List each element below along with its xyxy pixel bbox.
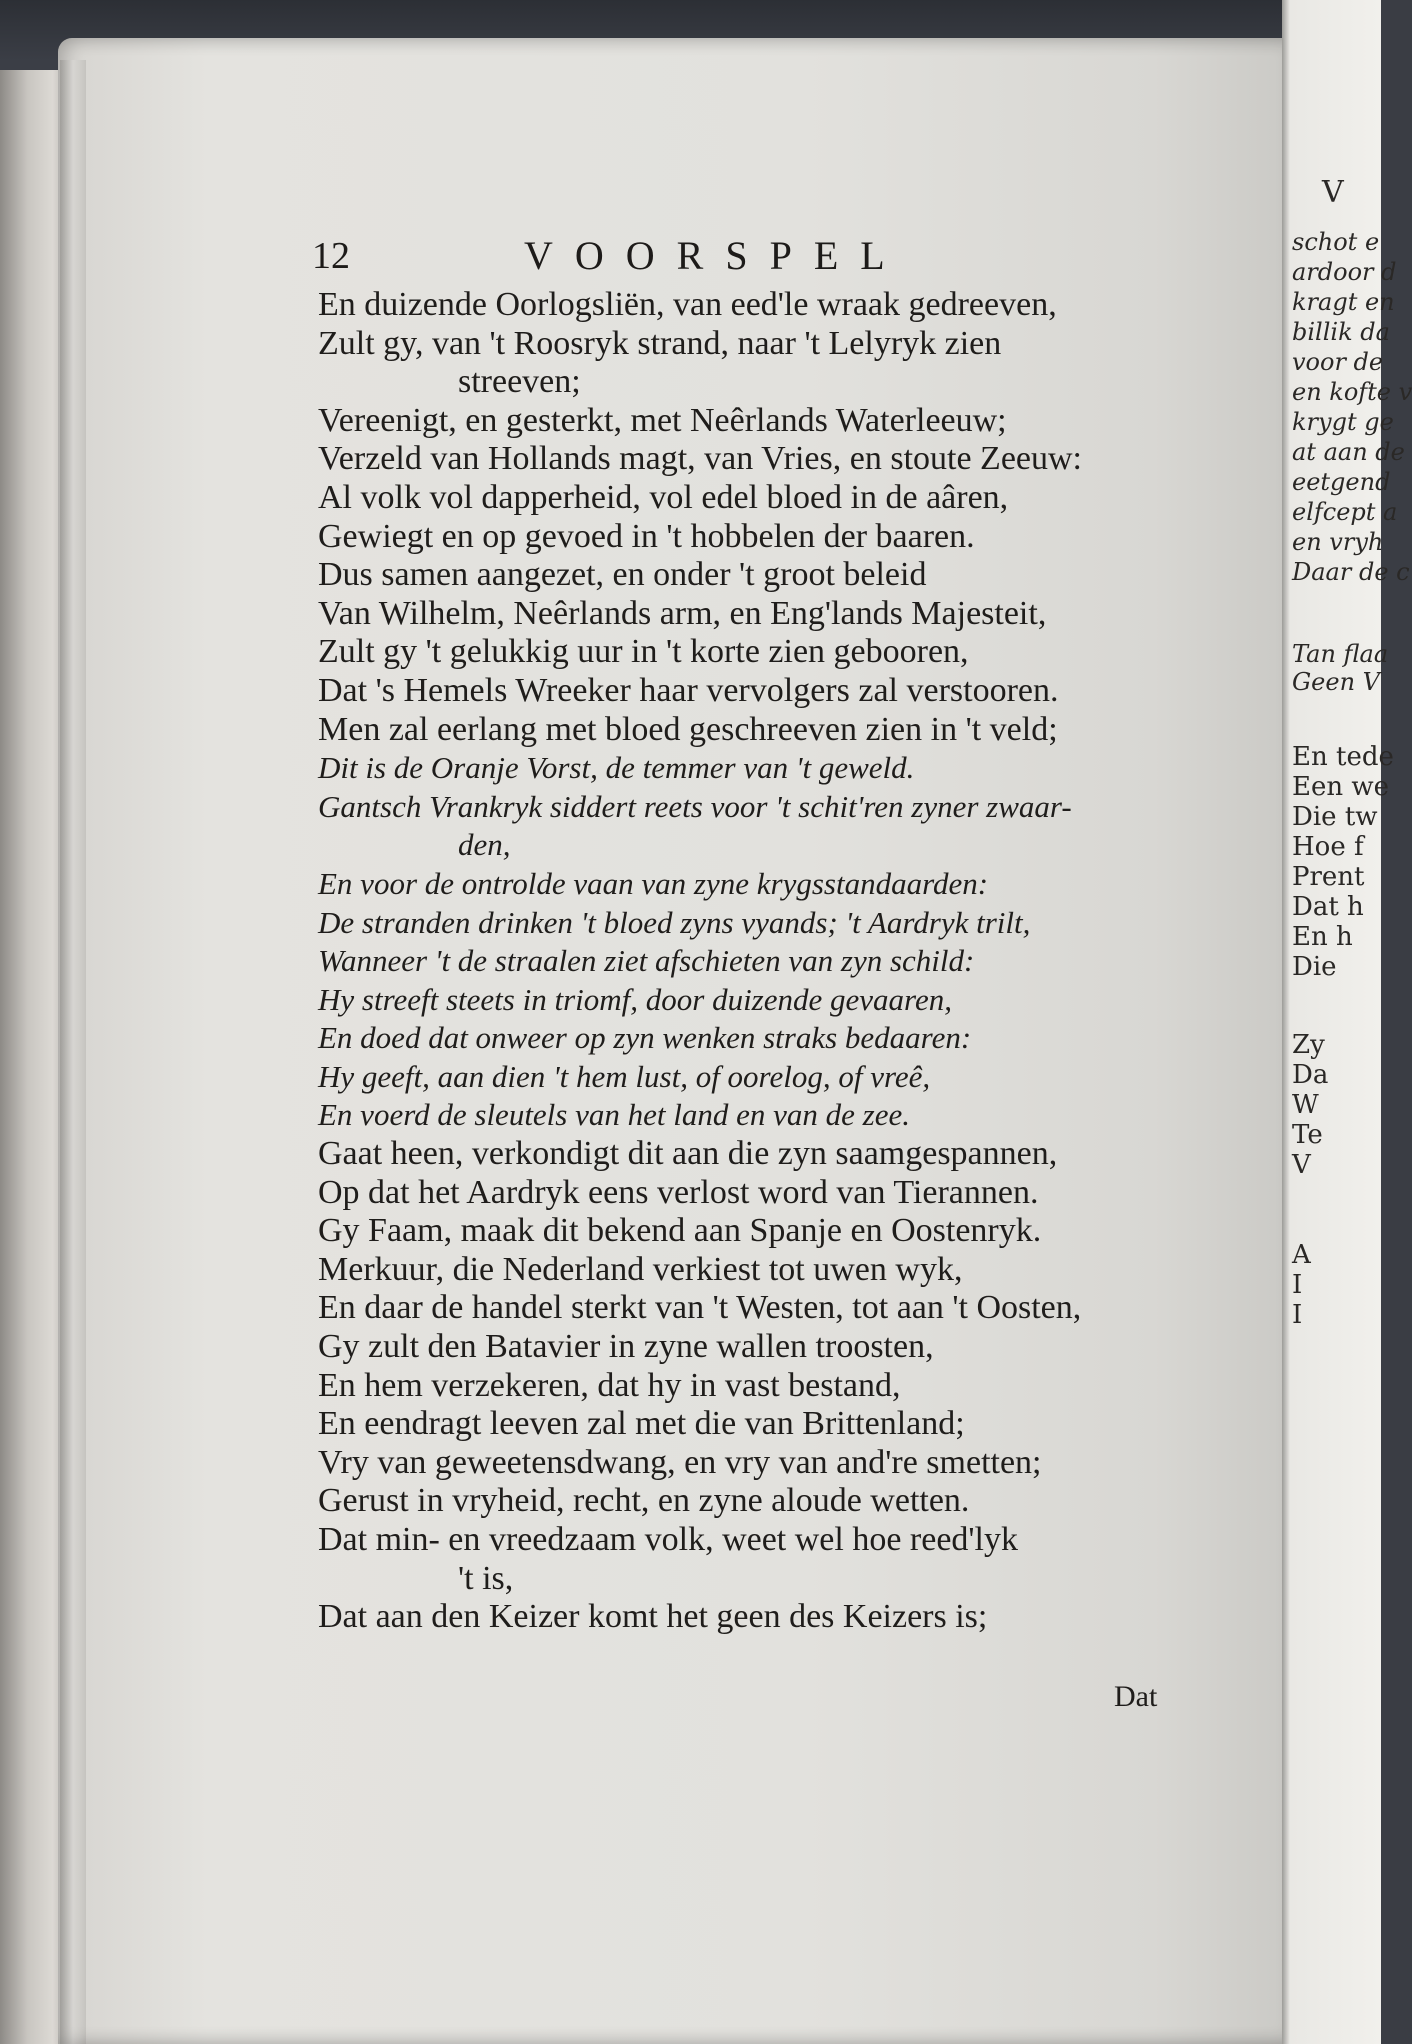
verse-line: Gewiegt en op gevoed in 't hobbelen der baaren.: [318, 517, 975, 555]
facing-page-line: Tan flaa: [1292, 640, 1389, 668]
facing-page-line: ardoor d: [1292, 258, 1397, 286]
verse-line: Hy geeft, aan dien 't hem lust, of oorelog, of vreê,: [318, 1058, 931, 1094]
facing-page-line: kragt en: [1292, 288, 1395, 316]
verse-line: Verzeld van Hollands magt, van Vries, en stoute Zeeuw:: [318, 440, 1083, 478]
verse-line: Zult gy, van 't Roosryk strand, naar 't Lelyryk zien: [318, 324, 1002, 362]
verse-line: Gaat heen, verkondigt dit aan die zyn saamgespannen,: [318, 1135, 1058, 1173]
verse-line: Al volk vol dapperheid, vol edel bloed in de aâren,: [318, 478, 1009, 516]
facing-page-line: en kofte v: [1292, 378, 1412, 406]
verse-line: Wanneer 't de straalen ziet afschieten van zyn schild:: [318, 943, 975, 979]
verse-line: Gantsch Vrankryk siddert reets voor 't schit'ren zyner zwaar-: [318, 788, 1072, 824]
verse-line: Gerust in vryheid, recht, en zyne aloude wetten.: [318, 1482, 970, 1520]
facing-page-line: V: [1322, 175, 1350, 210]
facing-page: [1282, 0, 1412, 2044]
facing-page-line: Geen V: [1292, 668, 1380, 696]
verse-line: En voor de ontrolde vaan van zyne krygsstandaarden:: [318, 865, 989, 901]
facing-page-line: Te: [1292, 1120, 1323, 1150]
verse-line: Hy streeft steets in triomf, door duizende gevaaren,: [318, 981, 952, 1017]
page-header: [312, 232, 1262, 288]
page-gutter-fold: [60, 60, 86, 2044]
verse-line: Dus samen aangezet, en onder 't groot beleid: [318, 556, 927, 594]
verse-line: En hem verzekeren, dat hy in vast bestand,: [318, 1366, 901, 1404]
facing-page-line: Da: [1292, 1060, 1329, 1090]
verse-line: Dit is de Oranje Vorst, de temmer van 't geweld.: [318, 750, 915, 786]
facing-page-line: at aan de: [1292, 438, 1405, 466]
facing-page-line: En tede: [1292, 742, 1394, 772]
facing-page-line: krygt ge: [1292, 408, 1394, 436]
verse-line: Dat 's Hemels Wreeker haar vervolgers zal verstooren.: [318, 671, 1059, 709]
facing-page-line: A: [1292, 1240, 1311, 1270]
facing-page-line: voor de: [1292, 348, 1384, 376]
facing-page-line: billik da: [1292, 318, 1390, 346]
facing-page-line: Een we: [1292, 772, 1390, 802]
facing-page-line: Die tw: [1292, 802, 1378, 832]
verse-line: En eendragt leeven zal met die van Brittenland;: [318, 1405, 965, 1443]
facing-page-line: Prent: [1292, 862, 1365, 892]
facing-page-line: En h: [1292, 922, 1353, 952]
verse-line: En doed dat onweer op zyn wenken straks bedaaren:: [318, 1020, 972, 1056]
facing-page-line: Hoe f: [1292, 832, 1364, 862]
facing-page-line: I: [1292, 1270, 1303, 1300]
verse-line: Vereenigt, en gesterkt, met Neêrlands Waterleeuw;: [318, 401, 1007, 439]
verse-line: streeven;: [458, 363, 581, 401]
verse-line: En duizende Oorlogsliën, van eed'le wraak gedreeven,: [318, 286, 1057, 323]
facing-page-line: I: [1292, 1300, 1303, 1330]
verse-line: Dat min- en vreedzaam volk, weet wel hoe reed'lyk: [318, 1521, 1019, 1558]
catchword: Dat: [1114, 1680, 1158, 1713]
verse-line: Vry van geweetensdwang, en vry van and're smetten;: [318, 1443, 1042, 1481]
verse-line: Merkuur, die Nederland verkiest tot uwen wyk,: [318, 1250, 963, 1288]
facing-page-line: Daar de c: [1292, 558, 1410, 586]
page-number: 12: [312, 235, 350, 277]
verse-line: Op dat het Aardryk eens verlost word van Tierannen.: [318, 1173, 1039, 1211]
verse-line: Men zal eerlang met bloed geschreeven zien in 't veld;: [318, 710, 1058, 748]
facing-page-line: schot e: [1292, 228, 1380, 256]
verse-text-block: [318, 286, 1258, 1637]
verse-line: En daar de handel sterkt van 't Westen, tot aan 't Oosten,: [318, 1289, 1082, 1327]
verse-line: De stranden drinken 't bloed zyns vyands; 't Aardryk trilt,: [318, 904, 1031, 940]
verse-line: Van Wilhelm, Neêrlands arm, en Eng'lands Majesteit,: [318, 594, 1047, 632]
facing-page-line: elfcept a: [1292, 498, 1398, 526]
verse-line: Gy Faam, maak dit bekend aan Spanje en Oostenryk.: [318, 1212, 1042, 1250]
facing-page-line: eetgend: [1292, 468, 1391, 496]
facing-page-line: Die: [1292, 952, 1337, 982]
verse-line: Dat aan den Keizer komt het geen des Keizers is;: [318, 1598, 988, 1636]
verse-line: En voerd de sleutels van het land en van de zee.: [318, 1097, 910, 1133]
verse-line: den,: [458, 827, 511, 863]
verse-line: 't is,: [458, 1559, 514, 1597]
verse-line: Zult gy 't gelukkig uur in 't korte zien gebooren,: [318, 633, 969, 671]
facing-page-line: Zy: [1292, 1030, 1325, 1060]
verse-line: Gy zult den Batavier in zyne wallen troosten,: [318, 1328, 934, 1366]
facing-page-line: V: [1292, 1150, 1311, 1180]
facing-page-line: Dat h: [1292, 892, 1364, 922]
facing-page-line: W: [1292, 1090, 1319, 1120]
facing-page-line: en vryh: [1292, 528, 1384, 556]
running-title: VOORSPEL: [524, 233, 907, 278]
